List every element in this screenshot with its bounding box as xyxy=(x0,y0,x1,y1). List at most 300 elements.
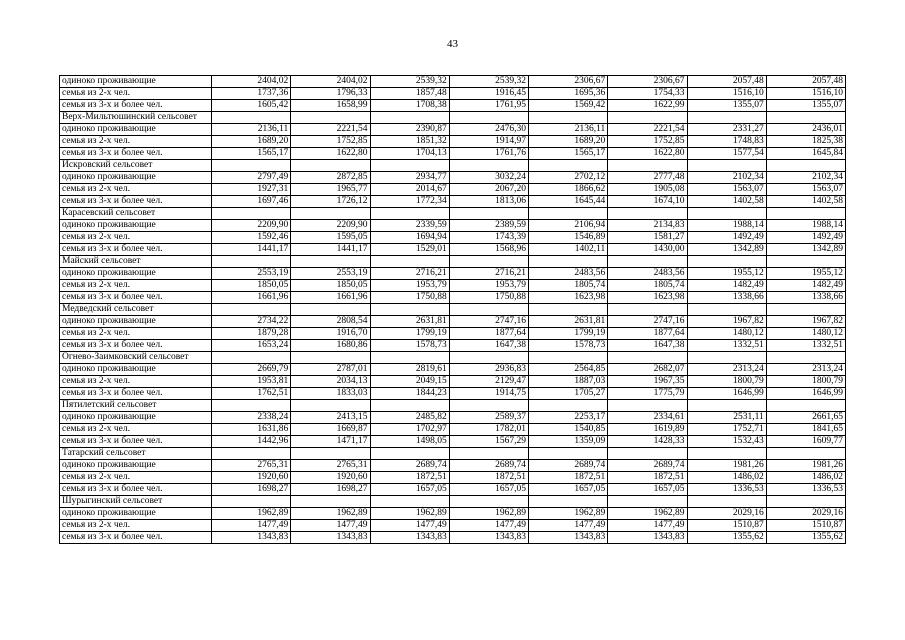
value-cell: 1953,81 xyxy=(212,376,291,388)
value-cell xyxy=(766,160,845,172)
value-cell xyxy=(529,400,608,412)
value-cell: 1833,03 xyxy=(291,388,370,400)
row-label: семья из 3-х и более чел. xyxy=(60,388,212,400)
value-cell xyxy=(529,448,608,460)
row-label: семья из 3-х и более чел. xyxy=(60,100,212,112)
row-label: семья из 2-х чел. xyxy=(60,328,212,340)
value-cell xyxy=(212,304,291,316)
value-cell: 2404,02 xyxy=(291,76,370,88)
table-row xyxy=(60,196,846,208)
value-cell: 2765,31 xyxy=(291,460,370,472)
value-cell: 1332,51 xyxy=(687,340,766,352)
value-cell: 1565,17 xyxy=(212,148,291,160)
value-cell xyxy=(687,400,766,412)
value-cell: 1430,00 xyxy=(608,244,687,256)
table-row xyxy=(60,460,846,472)
value-cell: 1355,62 xyxy=(766,532,845,544)
table-row xyxy=(60,76,846,88)
value-cell: 1343,83 xyxy=(449,532,528,544)
value-cell xyxy=(529,496,608,508)
value-cell: 1486,02 xyxy=(687,472,766,484)
value-cell: 2689,74 xyxy=(529,460,608,472)
value-cell xyxy=(449,304,528,316)
value-cell: 2734,22 xyxy=(212,316,291,328)
value-cell: 2689,74 xyxy=(370,460,449,472)
value-cell: 3032,24 xyxy=(449,172,528,184)
value-cell: 2808,54 xyxy=(291,316,370,328)
value-cell: 1510,87 xyxy=(766,520,845,532)
value-cell: 1563,07 xyxy=(687,184,766,196)
value-cell: 1477,49 xyxy=(212,520,291,532)
value-cell xyxy=(291,352,370,364)
value-cell: 1498,05 xyxy=(370,436,449,448)
row-label: семья из 3-х и более чел. xyxy=(60,244,212,256)
value-cell xyxy=(529,160,608,172)
row-label: семья из 2-х чел. xyxy=(60,376,212,388)
value-cell: 1872,51 xyxy=(449,472,528,484)
value-cell: 2339,59 xyxy=(370,220,449,232)
value-cell xyxy=(212,352,291,364)
value-cell: 1343,83 xyxy=(212,532,291,544)
row-label: семья из 3-х и более чел. xyxy=(60,292,212,304)
value-cell: 2102,34 xyxy=(687,172,766,184)
value-cell: 1866,62 xyxy=(529,184,608,196)
value-cell xyxy=(449,112,528,124)
value-cell: 1761,76 xyxy=(449,148,528,160)
value-cell: 2934,77 xyxy=(370,172,449,184)
value-cell: 1775,79 xyxy=(608,388,687,400)
value-cell: 1697,46 xyxy=(212,196,291,208)
table-row xyxy=(60,376,846,388)
value-cell: 2413,15 xyxy=(291,412,370,424)
table-body xyxy=(60,76,846,544)
value-cell: 1955,12 xyxy=(766,268,845,280)
value-cell: 1529,01 xyxy=(370,244,449,256)
value-cell: 1563,07 xyxy=(766,184,845,196)
section-header-row xyxy=(60,304,846,316)
row-label: одиноко проживающие xyxy=(60,76,212,88)
value-cell xyxy=(291,112,370,124)
value-cell xyxy=(291,448,370,460)
row-label: семья из 3-х и более чел. xyxy=(60,484,212,496)
value-cell: 2631,81 xyxy=(529,316,608,328)
value-cell: 1532,43 xyxy=(687,436,766,448)
value-cell: 2787,01 xyxy=(291,364,370,376)
value-cell: 1568,96 xyxy=(449,244,528,256)
value-cell: 1887,03 xyxy=(529,376,608,388)
value-cell: 1477,49 xyxy=(291,520,370,532)
value-cell: 1622,80 xyxy=(291,148,370,160)
value-cell: 1355,07 xyxy=(766,100,845,112)
table-row xyxy=(60,88,846,100)
value-cell xyxy=(291,304,370,316)
value-cell: 1965,77 xyxy=(291,184,370,196)
value-cell: 1705,27 xyxy=(529,388,608,400)
value-cell xyxy=(212,400,291,412)
value-cell: 2777,48 xyxy=(608,172,687,184)
value-cell xyxy=(687,112,766,124)
value-cell: 1343,83 xyxy=(529,532,608,544)
value-cell xyxy=(291,256,370,268)
value-cell: 1702,97 xyxy=(370,424,449,436)
row-label: семья из 2-х чел. xyxy=(60,232,212,244)
value-cell: 1661,96 xyxy=(291,292,370,304)
value-cell xyxy=(291,160,370,172)
value-cell: 1658,99 xyxy=(291,100,370,112)
value-cell: 2102,34 xyxy=(766,172,845,184)
value-cell: 1622,80 xyxy=(608,148,687,160)
value-cell: 1761,95 xyxy=(449,100,528,112)
value-cell: 2483,56 xyxy=(608,268,687,280)
value-cell: 1796,33 xyxy=(291,88,370,100)
value-cell: 1737,36 xyxy=(212,88,291,100)
value-cell: 1623,98 xyxy=(529,292,608,304)
section-label: Шурыгинский сельсовет xyxy=(60,496,212,508)
value-cell: 1657,05 xyxy=(608,484,687,496)
value-cell xyxy=(449,496,528,508)
value-cell: 1646,99 xyxy=(687,388,766,400)
value-cell: 1343,83 xyxy=(291,532,370,544)
value-cell xyxy=(608,352,687,364)
section-label: Пятилетский сельсовет xyxy=(60,400,212,412)
value-cell: 2057,48 xyxy=(766,76,845,88)
value-cell: 1750,88 xyxy=(370,292,449,304)
value-cell: 1578,73 xyxy=(529,340,608,352)
value-cell: 1661,96 xyxy=(212,292,291,304)
value-cell xyxy=(370,400,449,412)
value-cell: 2209,90 xyxy=(212,220,291,232)
section-header-row xyxy=(60,160,846,172)
value-cell: 1355,07 xyxy=(687,100,766,112)
value-cell: 1805,74 xyxy=(608,280,687,292)
value-cell xyxy=(687,304,766,316)
value-cell: 1914,75 xyxy=(449,388,528,400)
table-row xyxy=(60,340,846,352)
table-row xyxy=(60,532,846,544)
value-cell: 1619,89 xyxy=(608,424,687,436)
value-cell: 2661,65 xyxy=(766,412,845,424)
value-cell xyxy=(529,352,608,364)
value-cell: 1877,64 xyxy=(449,328,528,340)
value-cell: 1482,49 xyxy=(687,280,766,292)
value-cell: 1477,49 xyxy=(529,520,608,532)
value-cell: 1967,35 xyxy=(608,376,687,388)
value-cell: 1689,20 xyxy=(212,136,291,148)
row-label: семья из 3-х и более чел. xyxy=(60,436,212,448)
row-label: одиноко проживающие xyxy=(60,220,212,232)
value-cell: 2819,61 xyxy=(370,364,449,376)
value-cell: 1565,17 xyxy=(529,148,608,160)
value-cell: 2747,16 xyxy=(608,316,687,328)
value-cell: 2872,85 xyxy=(291,172,370,184)
value-cell: 2716,21 xyxy=(449,268,528,280)
value-cell: 2390,87 xyxy=(370,124,449,136)
table-row xyxy=(60,484,846,496)
value-cell: 2553,19 xyxy=(291,268,370,280)
value-cell: 1581,27 xyxy=(608,232,687,244)
value-cell: 1841,65 xyxy=(766,424,845,436)
value-cell: 1981,26 xyxy=(687,460,766,472)
row-label: семья из 2-х чел. xyxy=(60,88,212,100)
value-cell: 1850,05 xyxy=(212,280,291,292)
value-cell xyxy=(529,256,608,268)
value-cell xyxy=(687,448,766,460)
table-row xyxy=(60,424,846,436)
value-cell: 1920,60 xyxy=(291,472,370,484)
value-cell xyxy=(212,256,291,268)
value-cell xyxy=(608,256,687,268)
value-cell: 1988,14 xyxy=(687,220,766,232)
value-cell: 1428,33 xyxy=(608,436,687,448)
value-cell: 1726,12 xyxy=(291,196,370,208)
value-cell: 1669,87 xyxy=(291,424,370,436)
value-cell: 1743,39 xyxy=(449,232,528,244)
value-cell: 1750,88 xyxy=(449,292,528,304)
value-cell: 1471,17 xyxy=(291,436,370,448)
value-cell: 1752,71 xyxy=(687,424,766,436)
value-cell: 1516,10 xyxy=(766,88,845,100)
value-cell xyxy=(370,208,449,220)
table-row xyxy=(60,412,846,424)
value-cell: 1748,83 xyxy=(687,136,766,148)
section-label: Верх-Мильтюшинский сельсовет xyxy=(60,112,212,124)
section-header-row xyxy=(60,448,846,460)
table-row xyxy=(60,244,846,256)
value-cell: 2331,27 xyxy=(687,124,766,136)
row-label: семья из 3-х и более чел. xyxy=(60,340,212,352)
row-label: семья из 3-х и более чел. xyxy=(60,148,212,160)
value-cell: 1694,94 xyxy=(370,232,449,244)
value-cell: 2389,59 xyxy=(449,220,528,232)
table-row xyxy=(60,292,846,304)
table-row xyxy=(60,268,846,280)
page-number: 43 xyxy=(447,38,458,50)
value-cell: 1916,45 xyxy=(449,88,528,100)
section-header-row xyxy=(60,208,846,220)
value-cell: 1402,11 xyxy=(529,244,608,256)
value-cell: 2631,81 xyxy=(370,316,449,328)
value-cell: 1953,79 xyxy=(370,280,449,292)
section-label: Татарский сельсовет xyxy=(60,448,212,460)
value-cell: 2134,83 xyxy=(608,220,687,232)
table-row xyxy=(60,184,846,196)
value-cell: 1680,86 xyxy=(291,340,370,352)
row-label: одиноко проживающие xyxy=(60,172,212,184)
value-cell xyxy=(291,208,370,220)
value-cell: 1645,84 xyxy=(766,148,845,160)
value-cell xyxy=(212,160,291,172)
value-cell: 1609,77 xyxy=(766,436,845,448)
table-row xyxy=(60,124,846,136)
value-cell: 1708,38 xyxy=(370,100,449,112)
value-cell xyxy=(687,160,766,172)
value-cell: 1631,86 xyxy=(212,424,291,436)
table-row xyxy=(60,172,846,184)
value-cell: 2476,30 xyxy=(449,124,528,136)
value-cell: 2029,16 xyxy=(687,508,766,520)
value-cell: 1813,06 xyxy=(449,196,528,208)
value-cell: 1905,08 xyxy=(608,184,687,196)
value-cell xyxy=(687,208,766,220)
value-cell: 2436,01 xyxy=(766,124,845,136)
value-cell: 1441,17 xyxy=(291,244,370,256)
value-cell: 1480,12 xyxy=(766,328,845,340)
value-cell: 1492,49 xyxy=(766,232,845,244)
value-cell xyxy=(687,496,766,508)
value-cell: 2539,32 xyxy=(449,76,528,88)
section-header-row xyxy=(60,256,846,268)
table-row xyxy=(60,472,846,484)
row-label: семья из 2-х чел. xyxy=(60,280,212,292)
value-cell: 1695,36 xyxy=(529,88,608,100)
row-label: одиноко проживающие xyxy=(60,412,212,424)
value-cell: 2689,74 xyxy=(608,460,687,472)
value-cell: 1657,05 xyxy=(449,484,528,496)
value-cell: 1967,82 xyxy=(766,316,845,328)
row-label: семья из 3-х и более чел. xyxy=(60,196,212,208)
value-cell: 1698,27 xyxy=(212,484,291,496)
value-cell: 1698,27 xyxy=(291,484,370,496)
value-cell: 2306,67 xyxy=(608,76,687,88)
value-cell xyxy=(766,352,845,364)
value-cell xyxy=(608,112,687,124)
table-row xyxy=(60,436,846,448)
value-cell: 1622,99 xyxy=(608,100,687,112)
value-cell: 1674,10 xyxy=(608,196,687,208)
row-label: одиноко проживающие xyxy=(60,268,212,280)
value-cell xyxy=(449,352,528,364)
value-cell: 1343,83 xyxy=(370,532,449,544)
value-cell: 2483,56 xyxy=(529,268,608,280)
value-cell: 1916,70 xyxy=(291,328,370,340)
value-cell: 1955,12 xyxy=(687,268,766,280)
value-cell: 1647,38 xyxy=(449,340,528,352)
value-cell xyxy=(370,304,449,316)
value-cell: 2682,07 xyxy=(608,364,687,376)
value-cell: 2334,61 xyxy=(608,412,687,424)
value-cell: 2716,21 xyxy=(370,268,449,280)
value-cell: 2689,74 xyxy=(449,460,528,472)
value-cell: 1342,89 xyxy=(766,244,845,256)
value-cell xyxy=(766,208,845,220)
table-row xyxy=(60,328,846,340)
value-cell xyxy=(449,448,528,460)
value-cell: 2306,67 xyxy=(529,76,608,88)
value-cell: 1782,01 xyxy=(449,424,528,436)
value-cell: 1355,62 xyxy=(687,532,766,544)
value-cell xyxy=(449,208,528,220)
value-cell xyxy=(766,400,845,412)
value-cell xyxy=(608,400,687,412)
table-row xyxy=(60,520,846,532)
value-cell: 2765,31 xyxy=(212,460,291,472)
value-cell xyxy=(370,448,449,460)
value-cell: 2106,94 xyxy=(529,220,608,232)
value-cell: 2936,83 xyxy=(449,364,528,376)
value-cell: 1857,48 xyxy=(370,88,449,100)
value-cell: 2221,54 xyxy=(291,124,370,136)
value-cell: 2057,48 xyxy=(687,76,766,88)
value-cell: 1338,66 xyxy=(687,292,766,304)
value-cell: 2014,67 xyxy=(370,184,449,196)
value-cell: 2136,11 xyxy=(529,124,608,136)
value-cell: 1516,10 xyxy=(687,88,766,100)
value-cell: 1920,60 xyxy=(212,472,291,484)
value-cell xyxy=(608,160,687,172)
value-cell: 2669,79 xyxy=(212,364,291,376)
value-cell: 1962,89 xyxy=(529,508,608,520)
row-label: семья из 2-х чел. xyxy=(60,472,212,484)
table-row xyxy=(60,316,846,328)
table-row xyxy=(60,100,846,112)
value-cell: 1772,34 xyxy=(370,196,449,208)
value-cell: 1657,05 xyxy=(370,484,449,496)
value-cell: 2129,47 xyxy=(449,376,528,388)
section-header-row xyxy=(60,400,846,412)
value-cell: 1645,44 xyxy=(529,196,608,208)
value-cell xyxy=(687,352,766,364)
value-cell: 1653,24 xyxy=(212,340,291,352)
section-header-row xyxy=(60,496,846,508)
value-cell xyxy=(766,304,845,316)
value-cell: 1953,79 xyxy=(449,280,528,292)
row-label: семья из 3-х и более чел. xyxy=(60,532,212,544)
value-cell: 1754,33 xyxy=(608,88,687,100)
value-cell: 1332,51 xyxy=(766,340,845,352)
value-cell xyxy=(449,400,528,412)
value-cell xyxy=(449,256,528,268)
value-cell xyxy=(370,496,449,508)
value-cell: 1336,53 xyxy=(687,484,766,496)
value-cell: 1567,29 xyxy=(449,436,528,448)
value-cell: 1967,82 xyxy=(687,316,766,328)
row-label: одиноко проживающие xyxy=(60,508,212,520)
value-cell: 2589,37 xyxy=(449,412,528,424)
section-label: Искровский сельсовет xyxy=(60,160,212,172)
table-row xyxy=(60,508,846,520)
value-cell xyxy=(766,448,845,460)
value-cell: 2702,12 xyxy=(529,172,608,184)
value-cell: 1981,26 xyxy=(766,460,845,472)
value-cell: 1962,89 xyxy=(370,508,449,520)
value-cell xyxy=(370,352,449,364)
value-cell xyxy=(212,448,291,460)
table-row xyxy=(60,148,846,160)
value-cell xyxy=(766,256,845,268)
tariff-table xyxy=(59,75,846,544)
value-cell xyxy=(766,496,845,508)
table-row xyxy=(60,364,846,376)
value-cell: 2553,19 xyxy=(212,268,291,280)
value-cell xyxy=(608,304,687,316)
value-cell: 1605,42 xyxy=(212,100,291,112)
value-cell xyxy=(608,448,687,460)
value-cell: 1336,53 xyxy=(766,484,845,496)
value-cell: 1851,32 xyxy=(370,136,449,148)
value-cell: 1477,49 xyxy=(449,520,528,532)
value-cell: 1799,19 xyxy=(529,328,608,340)
section-label: Майский сельсовет xyxy=(60,256,212,268)
value-cell xyxy=(687,256,766,268)
value-cell: 2404,02 xyxy=(212,76,291,88)
value-cell: 1623,98 xyxy=(608,292,687,304)
value-cell xyxy=(370,112,449,124)
value-cell: 1486,02 xyxy=(766,472,845,484)
value-cell xyxy=(608,496,687,508)
value-cell xyxy=(449,160,528,172)
value-cell xyxy=(370,160,449,172)
value-cell xyxy=(529,208,608,220)
